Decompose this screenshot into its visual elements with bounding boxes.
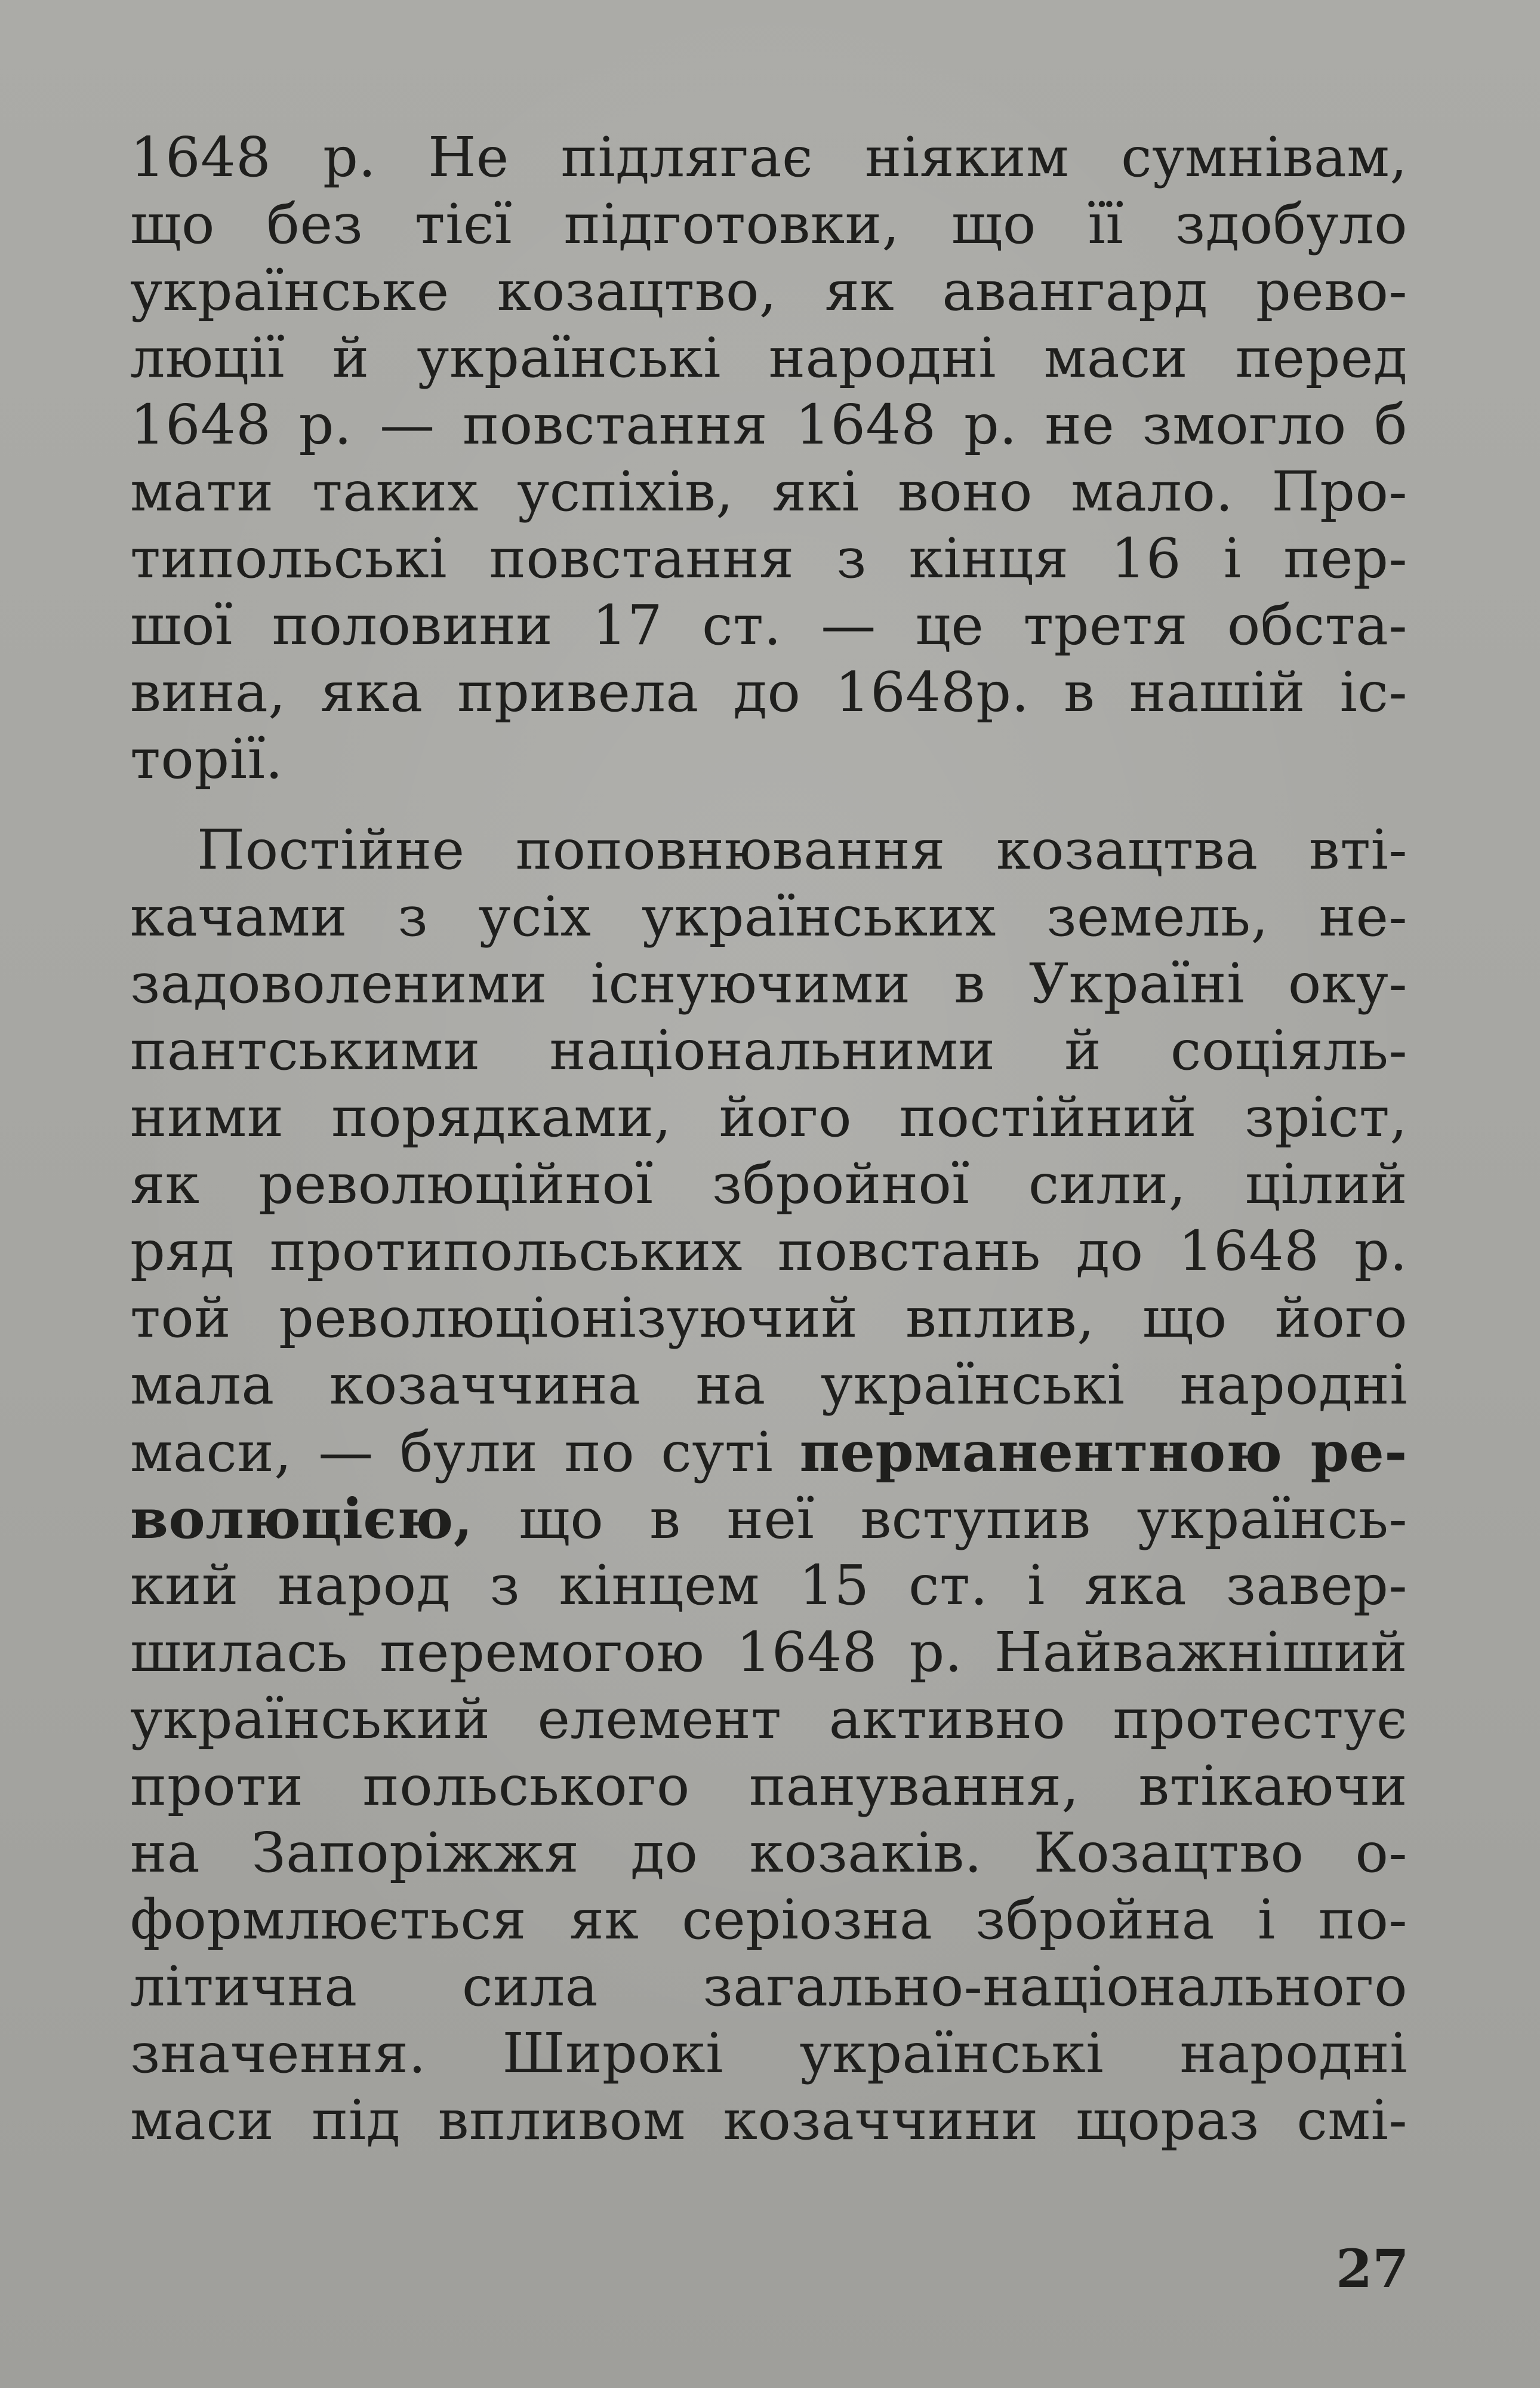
text-line: вина, яка привела до 1648р. в нашій іс-: [130, 660, 1407, 724]
text-line: на Запоріжжя до козаків. Козацтво о-: [130, 1821, 1407, 1885]
text-line: 1648 р. Не підлягає ніяким сумнівам,: [130, 125, 1407, 189]
text-line: що без тієї підготовки, що її здобуло: [130, 192, 1407, 256]
text-line: мати таких успіхів, які воно мало. Про-: [130, 460, 1407, 524]
text-line: [130, 1418, 1407, 1485]
text-line: мала козаччина на українські народні: [130, 1353, 1407, 1417]
text-line: Постійне поповнювання козацтва вті-: [197, 818, 1407, 882]
text-line: маси під впливом козаччини щораз смі-: [130, 2088, 1407, 2152]
text-line: типольські повстання з кінця 16 і пер-: [130, 527, 1407, 590]
text-line: українське козацтво, як авангард рево-: [130, 259, 1407, 323]
paragraph-1: [130, 124, 1407, 793]
text-line: ними порядками, його постійний зріст,: [130, 1085, 1407, 1149]
text-run: маси, — були по суті: [130, 1420, 800, 1484]
paragraph-2: [130, 817, 1407, 2154]
text-line: як революційної збройної сили, цілий: [130, 1152, 1407, 1216]
text-line: задоволеними існуючими в Україні оку-: [130, 952, 1407, 1015]
page-number: 27: [1336, 2238, 1409, 2300]
bold-emphasis: перманентною ре-: [799, 1420, 1407, 1484]
text-line: шої половини 17 ст. — це третя обста-: [130, 593, 1407, 657]
bold-emphasis: волюцією,: [130, 1487, 473, 1551]
text-line: той революціонізуючий вплив, що його: [130, 1286, 1407, 1350]
text-line: шилась перемогою 1648 р. Найважніший: [130, 1620, 1407, 1684]
text-line: торії.: [130, 727, 284, 791]
text-line: проти польського панування, втікаючи: [130, 1754, 1407, 1818]
text-line: 1648 р. — повстання 1648 р. не змогло б: [130, 393, 1407, 457]
text-line: український елемент активно протестує: [130, 1687, 1407, 1751]
text-line: формлюється як серіозна збройна і по-: [130, 1888, 1407, 1952]
text-line: [130, 1485, 1407, 1552]
text-line: кий народ з кінцем 15 ст. і яка завер-: [130, 1553, 1407, 1617]
text-line: значення. Широкі українські народні: [130, 2021, 1407, 2085]
text-line: ряд протипольських повстань до 1648 р.: [130, 1219, 1407, 1283]
text-line: літична сила загально-національного: [130, 1955, 1407, 2018]
text-line: люції й українські народні маси перед: [130, 326, 1407, 390]
text-line: качами з усіх українських земель, не-: [130, 885, 1407, 949]
text-run: що в неї вступив українсь-: [473, 1487, 1407, 1551]
text-line: пантськими національними й соціяль-: [130, 1018, 1407, 1082]
